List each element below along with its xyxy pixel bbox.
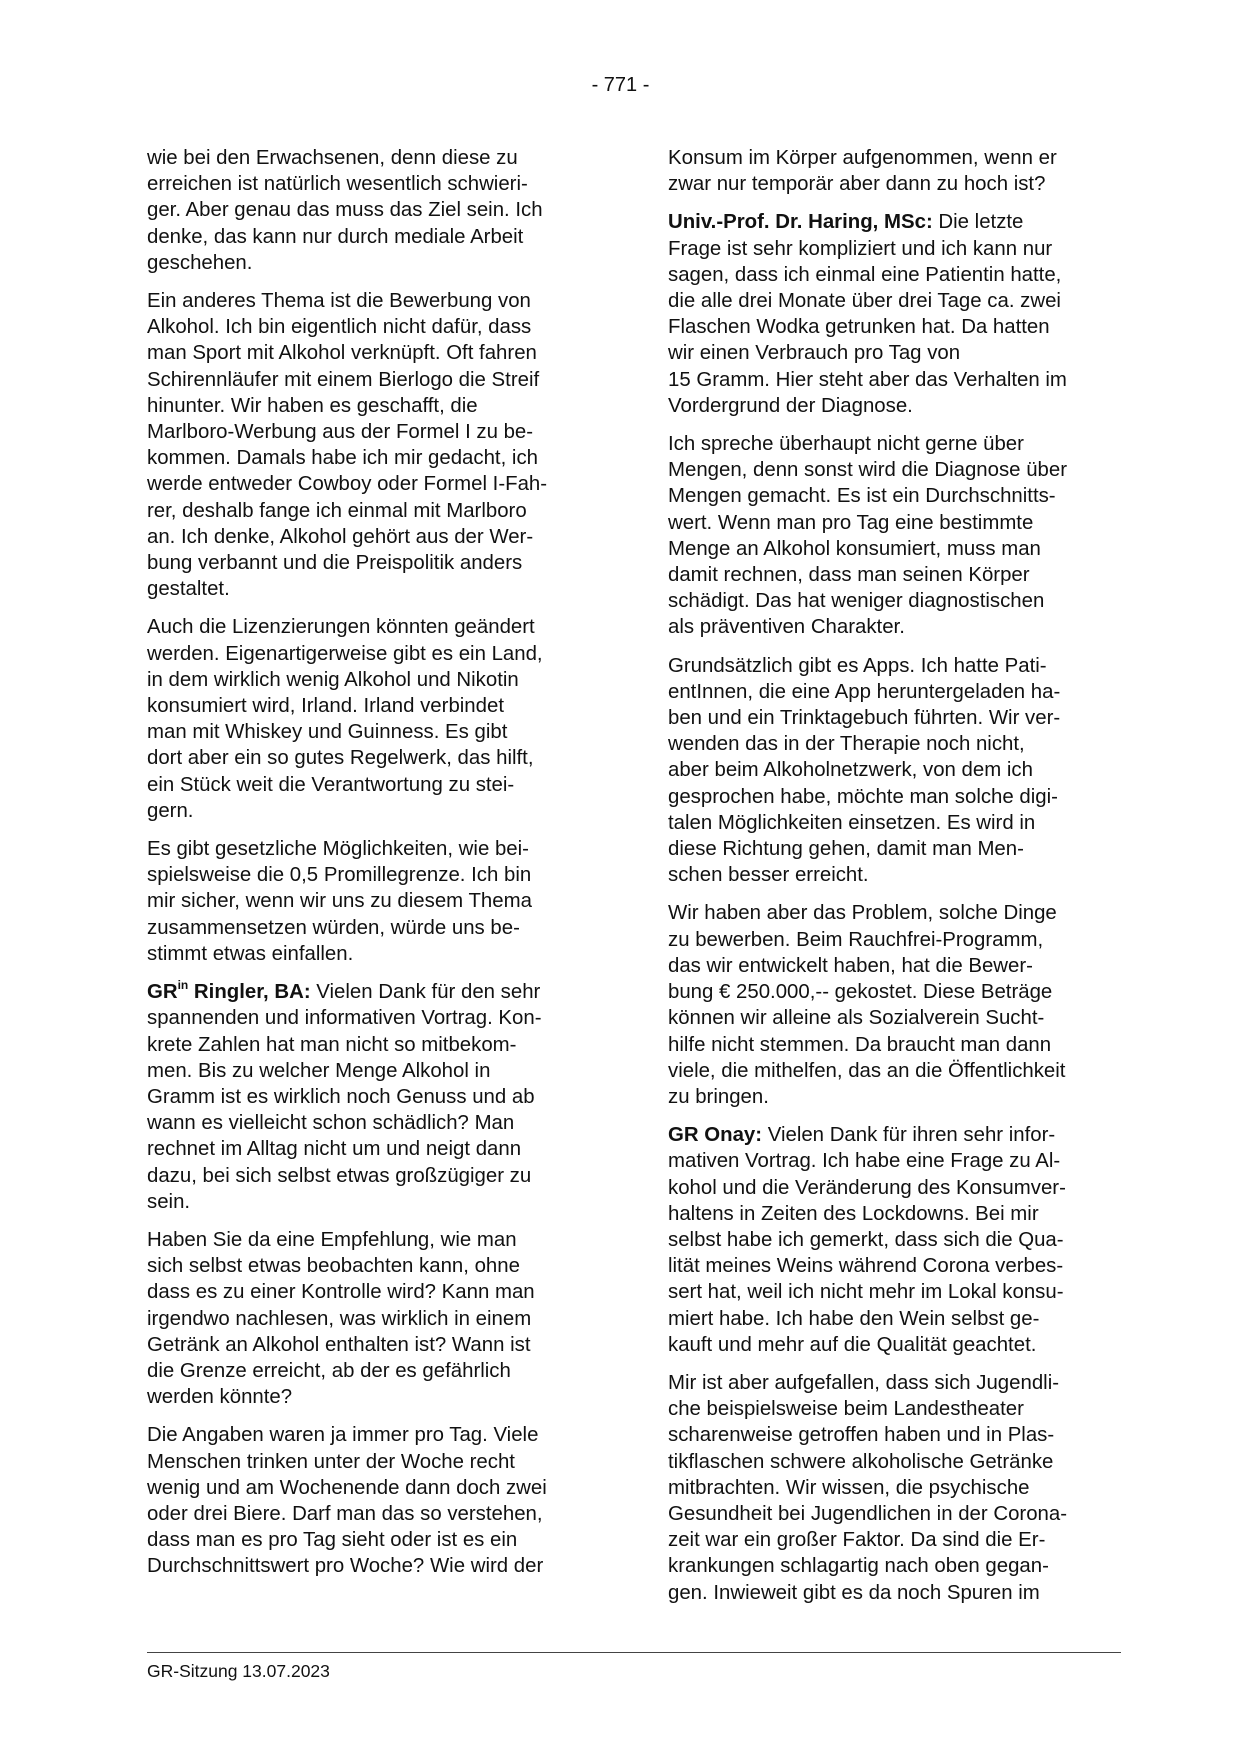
paragraph-line: Durchschnittswert pro Woche? Wie wird der bbox=[147, 1555, 544, 1578]
paragraph-line: Menge an Alkohol konsumiert, muss man bbox=[668, 537, 1041, 560]
paragraph-line: stimmt etwas einfallen. bbox=[147, 942, 354, 965]
speaker-paragraph bbox=[668, 209, 1124, 419]
paragraph bbox=[147, 614, 603, 824]
paragraph-line: viele, die mithelfen, das an die Öffentlichkeit bbox=[668, 1059, 1066, 1082]
paragraph-line: an. Ich denke, Alkohol gehört aus der Wer- bbox=[147, 525, 534, 548]
paragraph-line: Es gibt gesetzliche Möglichkeiten, wie bei- bbox=[147, 838, 529, 861]
paragraph bbox=[668, 431, 1124, 641]
paragraph-line: Die Angaben waren ja immer pro Tag. Viele bbox=[147, 1424, 539, 1447]
paragraph-line: selbst habe ich gemerkt, dass sich die Qua- bbox=[668, 1228, 1064, 1251]
paragraph bbox=[668, 900, 1124, 1110]
paragraph-line: schen besser erreicht. bbox=[668, 864, 869, 887]
paragraph-line: Ein anderes Thema ist die Bewerbung von bbox=[147, 290, 531, 313]
paragraph bbox=[147, 836, 603, 967]
paragraph-line: wir einen Verbrauch pro Tag von bbox=[668, 342, 961, 365]
paragraph-line: Univ.-Prof. Dr. Haring, MSc: Die letzte bbox=[668, 211, 1024, 234]
paragraph-line: aber beim Alkoholnetzwerk, von dem ich bbox=[668, 759, 1033, 782]
paragraph-line: Frage ist sehr kompliziert und ich kann nur bbox=[668, 237, 1053, 260]
paragraph-line: Mengen, denn sonst wird die Diagnose über bbox=[668, 459, 1068, 482]
paragraph-line: entInnen, die eine App heruntergeladen ha- bbox=[668, 680, 1061, 703]
paragraph-line: tikflaschen schwere alkoholische Getränke bbox=[668, 1450, 1054, 1473]
paragraph-line: gesprochen habe, möchte man solche digi- bbox=[668, 785, 1058, 808]
paragraph-line: mir sicher, wenn wir uns zu diesem Thema bbox=[147, 890, 532, 913]
paragraph-line: Mengen gemacht. Es ist ein Durchschnitts- bbox=[668, 485, 1056, 508]
footer-session-date: GR-Sitzung 13.07.2023 bbox=[147, 1661, 330, 1681]
paragraph-line: krete Zahlen hat man nicht so mitbekom- bbox=[147, 1033, 517, 1056]
paragraph-line: zu bringen. bbox=[668, 1085, 769, 1108]
paragraph-line: Wir haben aber das Problem, solche Dinge bbox=[668, 902, 1057, 925]
paragraph-line: werde entweder Cowboy oder Formel I-Fah- bbox=[147, 473, 548, 496]
paragraph-line: ger. Aber genau das muss das Ziel sein. Ich bbox=[147, 199, 543, 222]
paragraph-line: werden. Eigenartigerweise gibt es ein Land, bbox=[147, 642, 543, 665]
paragraph-line: krankungen schlagartig nach oben gegan- bbox=[668, 1555, 1049, 1578]
paragraph-line: konsumiert wird, Irland. Irland verbindet bbox=[147, 695, 504, 718]
paragraph-line: Getränk an Alkohol enthalten ist? Wann ist bbox=[147, 1333, 531, 1356]
paragraph bbox=[668, 1370, 1124, 1606]
paragraph-line: Haben Sie da eine Empfehlung, wie man bbox=[147, 1228, 517, 1251]
speaker-name: GR Onay: bbox=[668, 1124, 763, 1147]
paragraph-line: bung € 250.000,-- gekostet. Diese Beträge bbox=[668, 981, 1053, 1004]
speaker-paragraph bbox=[147, 979, 603, 1215]
paragraph-line: Auch die Lizenzierungen könnten geändert bbox=[147, 616, 535, 639]
paragraph-line: Schirennläufer mit einem Bierlogo die Streif bbox=[147, 368, 540, 391]
paragraph-line: wert. Wenn man pro Tag eine bestimmte bbox=[668, 511, 1034, 534]
footer-divider bbox=[147, 1652, 1121, 1653]
paragraph-line: die Grenze erreicht, ab der es gefährlich bbox=[147, 1359, 511, 1382]
paragraph-line: Ich spreche überhaupt nicht gerne über bbox=[668, 433, 1024, 456]
paragraph-line: sich selbst etwas beobachten kann, ohne bbox=[147, 1255, 520, 1278]
paragraph-line: dazu, bei sich selbst etwas großzügiger zu bbox=[147, 1164, 532, 1187]
paragraph-line: mativen Vortrag. Ich habe eine Frage zu Al- bbox=[668, 1150, 1061, 1173]
paragraph bbox=[147, 1422, 603, 1579]
paragraph-line: kohol und die Veränderung des Konsumver- bbox=[668, 1176, 1066, 1199]
paragraph-line: dass man es pro Tag sieht oder ist es ein bbox=[147, 1529, 518, 1552]
paragraph-line: wie bei den Erwachsenen, denn diese zu bbox=[147, 147, 518, 169]
paragraph-line: erreichen ist natürlich wesentlich schwieri- bbox=[147, 173, 528, 196]
paragraph-line: mitbrachten. Wir wissen, die psychische bbox=[668, 1476, 1030, 1499]
paragraph-line: in dem wirklich wenig Alkohol und Nikotin bbox=[147, 668, 519, 691]
paragraph-line: zeit war ein großer Faktor. Da sind die Er- bbox=[668, 1529, 1046, 1552]
paragraph-line: spannenden und informativen Vortrag. Kon- bbox=[147, 1007, 542, 1030]
paragraph-line: gen. Inwieweit gibt es da noch Spuren im bbox=[668, 1581, 1040, 1604]
paragraph-line: rer, deshalb fange ich einmal mit Marlboro bbox=[147, 499, 527, 522]
paragraph-line: schädigt. Das hat weniger diagnostischen bbox=[668, 590, 1045, 613]
paragraph bbox=[147, 145, 603, 276]
speaker-name: $GR^{in}$ Ringler, BA: bbox=[147, 978, 311, 1004]
paragraph bbox=[668, 653, 1124, 889]
paragraph-line: irgendwo nachlesen, was wirklich in einem bbox=[147, 1307, 532, 1330]
paragraph-line: talen Möglichkeiten einsetzen. Es wird in bbox=[668, 811, 1036, 834]
paragraph-line: spielsweise die 0,5 Promillegrenze. Ich bin bbox=[147, 864, 532, 887]
paragraph-line: 15 Gramm. Hier steht aber das Verhalten im bbox=[668, 368, 1067, 391]
paragraph bbox=[147, 288, 603, 602]
paragraph-line: gern. bbox=[147, 799, 194, 822]
paragraph-line: hilfe nicht stemmen. Da braucht man dann bbox=[668, 1033, 1052, 1056]
paragraph-line: Mir ist aber aufgefallen, dass sich Jugendli- bbox=[668, 1371, 1060, 1394]
paragraph-line: haltens in Zeiten des Lockdowns. Bei mir bbox=[668, 1202, 1039, 1225]
paragraph-line: bung verbannt und die Preispolitik anders bbox=[147, 552, 523, 575]
paragraph-line: che beispielsweise beim Landestheater bbox=[668, 1398, 1024, 1421]
paragraph-line: wann es vielleicht schon schädlich? Man bbox=[147, 1112, 515, 1135]
left-column bbox=[147, 145, 603, 1592]
paragraph-line: Konsum im Körper aufgenommen, wenn er bbox=[668, 147, 1057, 169]
paragraph-line: gestaltet. bbox=[147, 578, 230, 601]
paragraph-line: damit rechnen, dass man seinen Körper bbox=[668, 564, 1030, 587]
paragraph-line: die alle drei Monate über drei Tage ca. zwei bbox=[668, 290, 1061, 313]
page-number: - 771 - bbox=[591, 74, 650, 96]
right-column bbox=[668, 145, 1124, 1618]
paragraph-line: diese Richtung gehen, damit man Men- bbox=[668, 838, 1024, 861]
paragraph bbox=[668, 145, 1124, 197]
paragraph-line: Gesundheit bei Jugendlichen in der Corona- bbox=[668, 1502, 1068, 1525]
paragraph-line: zwar nur temporär aber dann zu hoch ist? bbox=[668, 173, 1046, 196]
paragraph-line: sagen, dass ich einmal eine Patientin hatte, bbox=[668, 263, 1062, 286]
paragraph-line: Grundsätzlich gibt es Apps. Ich hatte Pati- bbox=[668, 654, 1047, 677]
paragraph-line: $GR^{in}$ Ringler, BA: Vielen Dank für den sehr bbox=[147, 978, 541, 1004]
paragraph-line: Marlboro-Werbung aus der Formel I zu be- bbox=[147, 421, 534, 444]
paragraph-line: denke, das kann nur durch mediale Arbeit bbox=[147, 225, 524, 248]
paragraph-line: Vordergrund der Diagnose. bbox=[668, 394, 913, 417]
paragraph-line: hinunter. Wir haben es geschafft, die bbox=[147, 394, 478, 417]
paragraph-line: wenig und am Wochenende dann doch zwei bbox=[147, 1476, 547, 1499]
speaker-paragraph bbox=[668, 1122, 1124, 1358]
paragraph-line: rechnet im Alltag nicht um und neigt dann bbox=[147, 1138, 522, 1161]
paragraph-line: Flaschen Wodka getrunken hat. Da hatten bbox=[668, 316, 1050, 339]
paragraph-line: kauft und mehr auf die Qualität geachtet. bbox=[668, 1333, 1037, 1356]
paragraph-line: ben und ein Trinktagebuch führten. Wir ver- bbox=[668, 707, 1061, 730]
paragraph-line: können wir alleine als Sozialverein Sucht- bbox=[668, 1007, 1045, 1030]
paragraph-line: das wir entwickelt haben, hat die Bewer- bbox=[668, 954, 1033, 977]
paragraph-line: wenden das in der Therapie noch nicht, bbox=[668, 733, 1025, 756]
paragraph-line: dass es zu einer Kontrolle wird? Kann man bbox=[147, 1281, 535, 1304]
paragraph-line: miert habe. Ich habe den Wein selbst ge- bbox=[668, 1307, 1040, 1330]
paragraph bbox=[147, 1227, 603, 1410]
paragraph-line: scharenweise getroffen haben und in Plas- bbox=[668, 1424, 1055, 1447]
paragraph-line: Menschen trinken unter der Woche recht bbox=[147, 1450, 515, 1473]
paragraph-line: kommen. Damals habe ich mir gedacht, ich bbox=[147, 447, 538, 470]
paragraph-line: sert hat, weil ich nicht mehr im Lokal konsu- bbox=[668, 1281, 1064, 1304]
paragraph-line: werden könnte? bbox=[147, 1386, 293, 1409]
paragraph-line: geschehen. bbox=[147, 251, 253, 274]
paragraph-line: als präventiven Charakter. bbox=[668, 616, 905, 639]
paragraph-line: man mit Whiskey und Guinness. Es gibt bbox=[147, 721, 508, 744]
paragraph-line: ein Stück weit die Verantwortung zu stei- bbox=[147, 773, 515, 796]
paragraph-line: zu bewerben. Beim Rauchfrei-Programm, bbox=[668, 928, 1044, 951]
paragraph-line: oder drei Biere. Darf man das so verstehen, bbox=[147, 1502, 543, 1525]
paragraph-line: sein. bbox=[147, 1190, 191, 1213]
paragraph-line: man Sport mit Alkohol verknüpft. Oft fahren bbox=[147, 342, 537, 365]
paragraph-line: dort aber ein so gutes Regelwerk, das hilft, bbox=[147, 747, 534, 770]
paragraph-line: Gramm ist es wirklich noch Genuss und ab bbox=[147, 1085, 535, 1108]
paragraph-line: lität meines Weins während Corona verbes- bbox=[668, 1255, 1064, 1278]
paragraph-line: zusammensetzen würden, würde uns be- bbox=[147, 916, 520, 939]
speaker-name: Univ.-Prof. Dr. Haring, MSc: bbox=[668, 211, 933, 234]
paragraph-line: GR Onay: Vielen Dank für ihren sehr infor- bbox=[668, 1124, 1056, 1147]
paragraph-line: men. Bis zu welcher Menge Alkohol in bbox=[147, 1059, 491, 1082]
paragraph-line: Alkohol. Ich bin eigentlich nicht dafür, dass bbox=[147, 316, 532, 339]
